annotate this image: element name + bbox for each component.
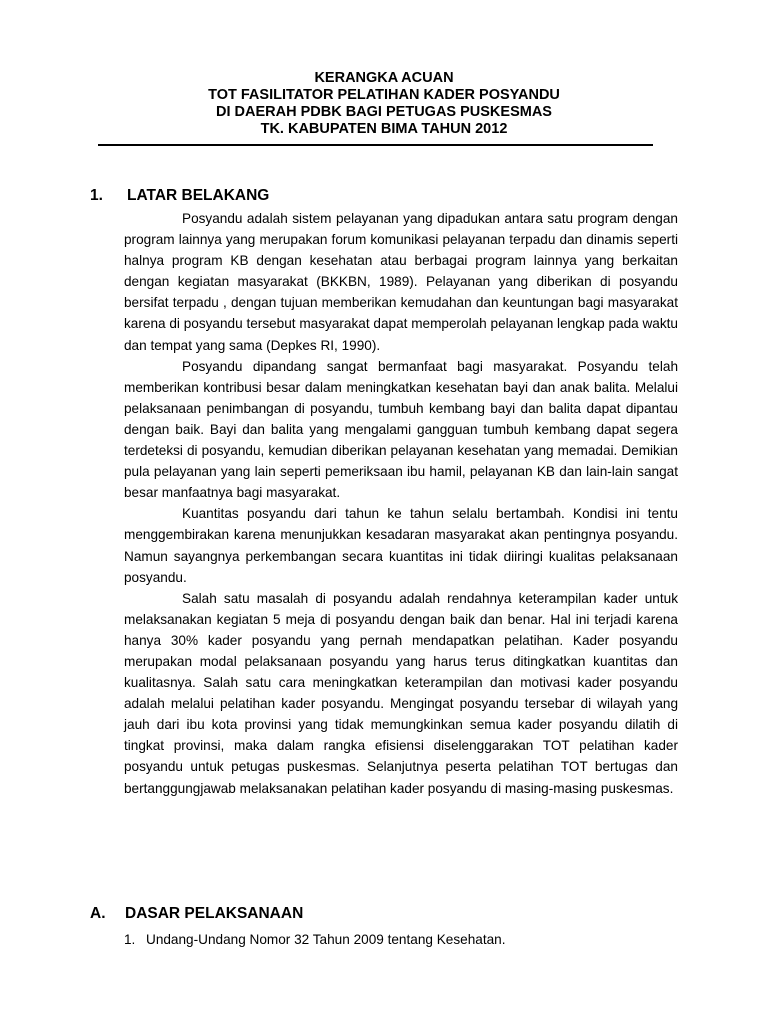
title-line-3: DI DAERAH PDBK BAGI PETUGAS PUSKESMAS [216,104,552,120]
list-item-text: Undang-Undang Nomor 32 Tahun 2009 tentang Kesehatan. [146,932,506,947]
section-number: 1. [90,187,103,204]
paragraph: Salah satu masalah di posyandu adalah rendahnya keterampilan kader untuk melaksanakan kegiatan 5 meja di posyandu dengan baik dan benar. Hal ini terjadi karena hanya 30% kader posyandu yang pernah mendapatkan pelatihan. Kader posyandu merupakan modal pelaksanaan posyandu yang harus terus ditingkatkan kuantitas dan kualitasnya. Salah satu cara meningkatkan keterampilan dan motivasi kader posyandu adalah melalui pelatihan kader posyandu. Mengingat posyandu tersebar di wilayah yang jauh dari ibu kota provinsi yang tidak memungkinkan semua kader posyandu dilatih di tingkat provinsi, maka dalam rangka efisiensi diselenggarakan TOT pelatihan kader posyandu untuk petugas puskesmas. Selanjutnya peserta pelatihan TOT bertugas dan bertanggungjawab melaksanakan pelatihan kader posyandu di masing-masing puskesmas. [124,590,678,796]
title-divider [98,144,653,146]
paragraph: Posyandu dipandang sangat bermanfaat bagi masyarakat. Posyandu telah memberikan kontribusi besar dalam meningkatkan kesehatan bayi dan anak balita. Melalui pelaksanaan penimbangan di posyandu, tumbuh kembang bayi dan balita dapat dipantau dengan baik. Bayi dan balita yang mengalami gangguan tumbuh kembang dapat segera terdeteksi di posyandu, kemudian diberikan pelayanan kesehatan yang memadai. Demikian pula pelayanan yang lain seperti pemeriksaan ibu hamil, pelayanan KB dan lain-lain sangat besar manfaatnya bagi masyarakat. [124,358,678,501]
section-heading-latar-belakang [90,187,390,205]
paragraph: Posyandu adalah sistem pelayanan yang dipadukan antara satu program dengan program lainnya yang merupakan forum komunikasi pelayanan terpadu dan dinamis seperti halnya program KB dengan kesehatan atau berbagai program lainnya yang berkaitan dengan kegiatan masyarakat (BKKBN, 1989). Pelayanan yang diberikan di posyandu bersifat terpadu , dengan tujuan memberikan kemudahan dan keuntungan bagi masyarakat karena di posyandu tersebut masyarakat dapat memperolah pelayanan lengkap pada waktu dan tempat yang sama (Depkes RI, 1990). [124,211,678,353]
title-line-1: KERANGKA ACUAN [314,70,454,86]
section-heading-dasar-pelaksanaan [90,905,390,923]
section-body-latar-belakang [124,208,678,799]
section-title: LATAR BELAKANG [127,187,270,204]
section-title: DASAR PELAKSANAAN [125,905,304,922]
section-number: A. [90,905,106,922]
title-line-4: TK. KABUPATEN BIMA TAHUN 2012 [260,121,508,137]
title-line-2: TOT FASILITATOR PELATIHAN KADER POSYANDU [208,87,560,103]
document-title [0,70,768,138]
list-item-number: 1. [124,932,136,947]
paragraph: Kuantitas posyandu dari tahun ke tahun selalu bertambah. Kondisi ini tentu menggembirakan karena menunjukkan kesadaran masyarakat akan pentingnya posyandu. Namun sayangnya perkembangan secara kuantitas ini tidak diiringi kualitas pelaksanaan posyandu. [124,506,678,585]
list-item [124,929,684,950]
